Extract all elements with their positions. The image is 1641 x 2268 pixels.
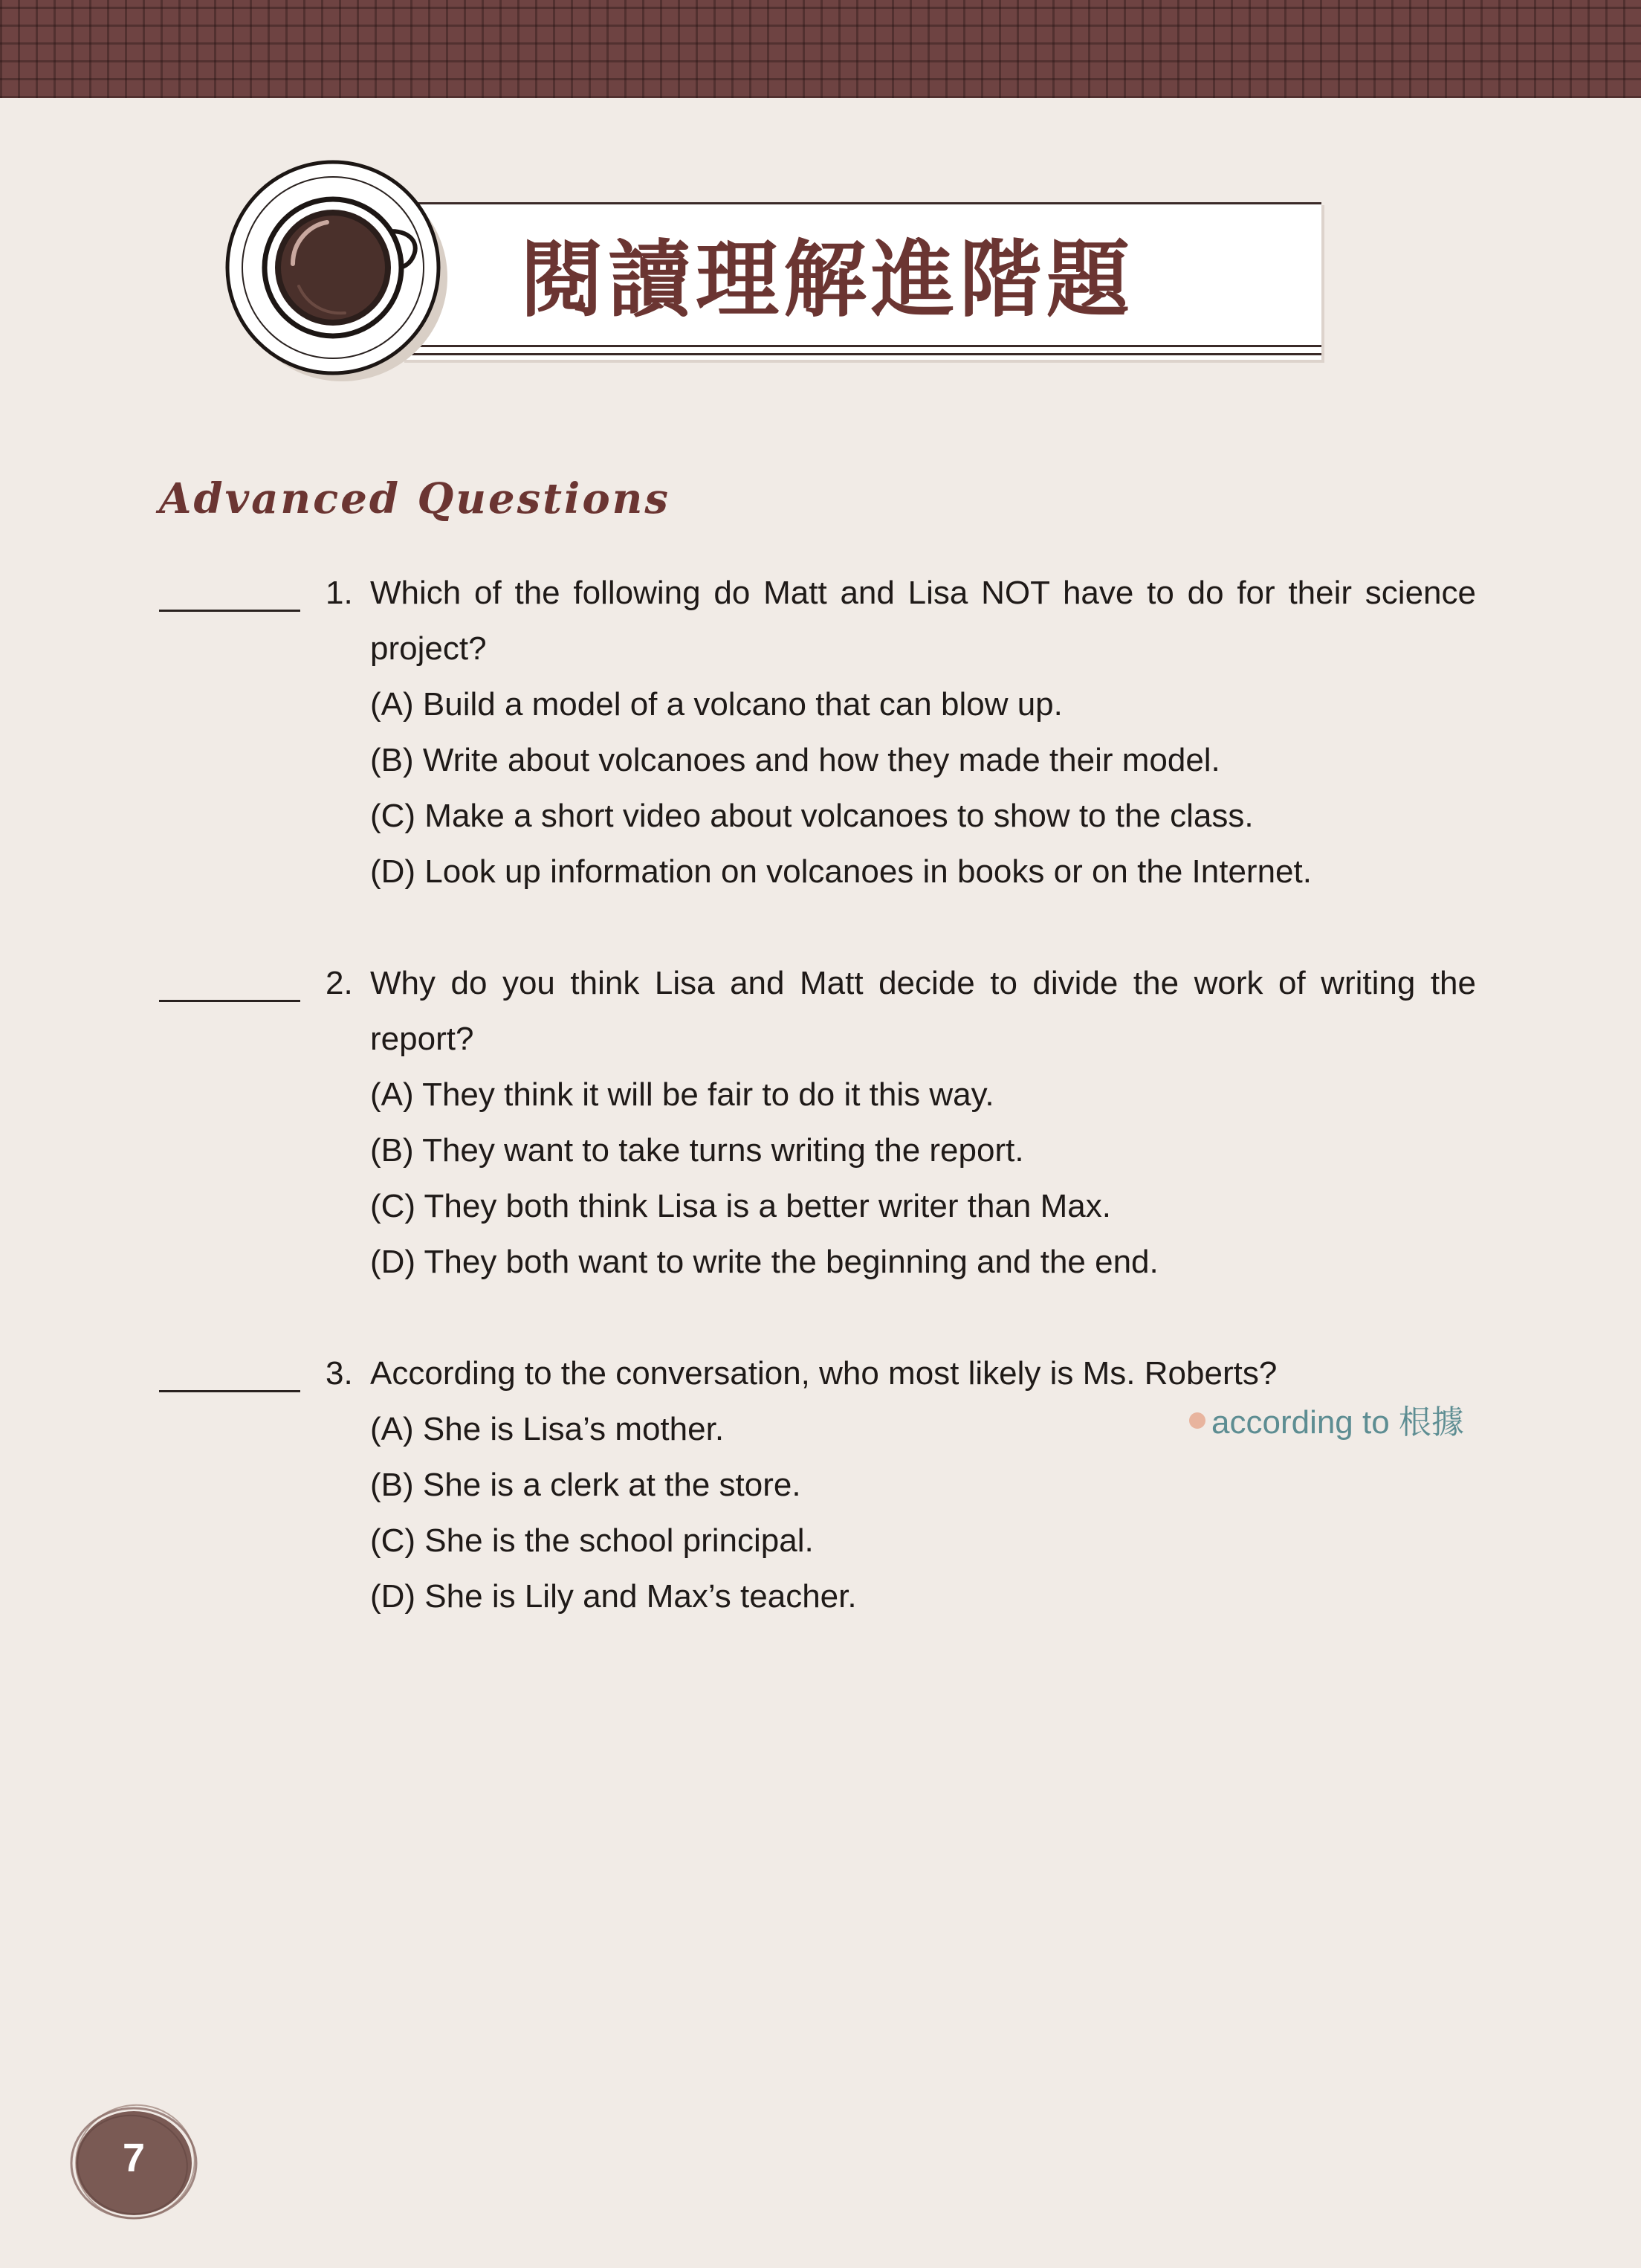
question-number: 3.: [326, 1355, 353, 1392]
answer-blank-2[interactable]: [159, 1000, 300, 1002]
option-b: (B) They want to take turns writing the report.: [370, 1132, 1024, 1169]
banner-top-rule: [401, 202, 1321, 204]
section-title: Advanced Questions: [159, 474, 670, 523]
option-c: (C) She is the school principal.: [370, 1522, 814, 1559]
option-a: (A) They think it will be fair to do it this way.: [370, 1076, 994, 1113]
coffee-cup-icon: [221, 152, 452, 383]
question-number: 2.: [326, 965, 353, 1001]
banner-bottom-rule: [401, 345, 1321, 347]
question-text: According to the conversation, who most likely is Ms. Roberts?: [370, 1355, 1278, 1392]
vocab-note: [1189, 1398, 1464, 1448]
page-number: 7: [122, 2136, 146, 2180]
top-decorative-band: [0, 0, 1641, 98]
option-c: (C) They both think Lisa is a better writer than Max.: [370, 1188, 1111, 1224]
option-c: (C) Make a short video about volcanoes to show to the class.: [370, 798, 1254, 834]
page-title: 閱讀理解進階題: [520, 232, 1134, 329]
option-d: (D) She is Lily and Max’s teacher.: [370, 1578, 857, 1615]
bullet-dot-icon: [1189, 1412, 1205, 1429]
answer-blank-1[interactable]: [159, 610, 300, 612]
question-number: 1.: [326, 575, 353, 611]
option-d: (D) Look up information on volcanoes in books or on the Internet.: [370, 853, 1312, 890]
banner-bottom-rule-2: [401, 353, 1321, 355]
answer-blank-3[interactable]: [159, 1390, 300, 1392]
vocab-note-text: according to 根據: [1211, 1404, 1464, 1441]
question-text: Why do you think Lisa and Matt decide to divide the work of writing the report?: [370, 965, 1476, 1057]
question-text: Which of the following do Matt and Lisa NOT have to do for their science project?: [370, 575, 1476, 667]
option-a: (A) She is Lisa’s mother.: [370, 1411, 725, 1447]
option-d: (D) They both want to write the beginning and the end.: [370, 1244, 1159, 1280]
option-b: (B) Write about volcanoes and how they made their model.: [370, 742, 1220, 778]
option-a: (A) Build a model of a volcano that can blow up.: [370, 686, 1063, 723]
option-b: (B) She is a clerk at the store.: [370, 1467, 801, 1503]
title-banner: [401, 202, 1321, 360]
